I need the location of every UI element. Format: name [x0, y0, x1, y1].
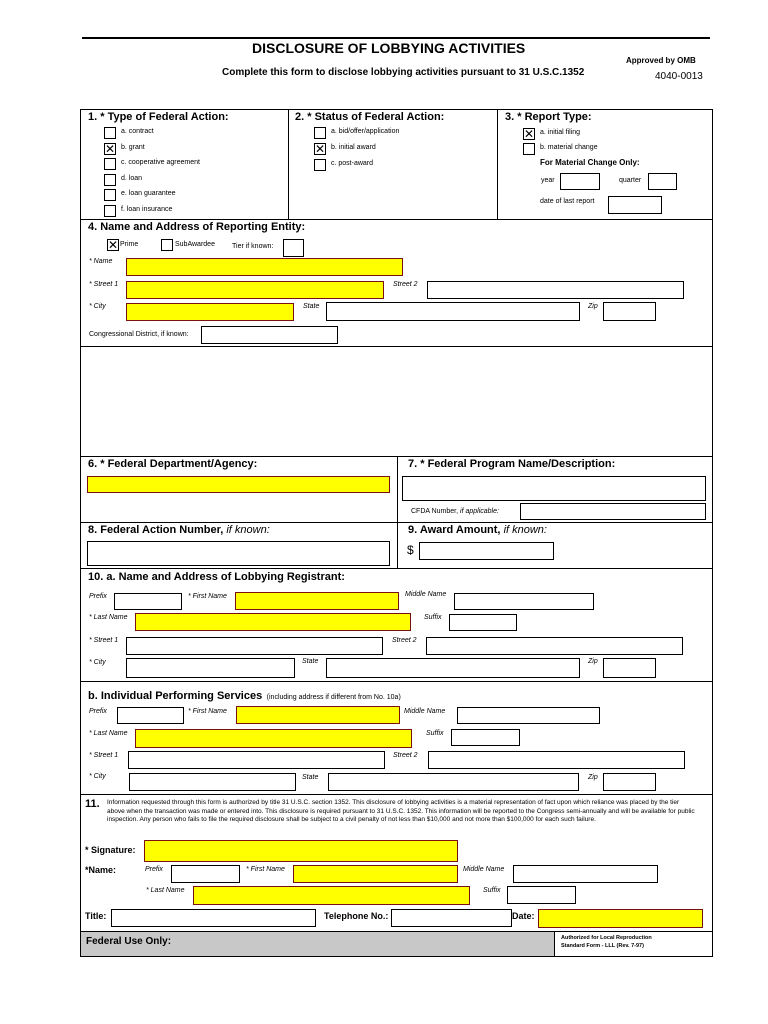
- action-status-checkbox-2[interactable]: [314, 159, 326, 171]
- registrant-state-field[interactable]: [326, 658, 580, 678]
- performer-street2-field[interactable]: [428, 751, 685, 769]
- prefix-label: Prefix: [89, 708, 107, 715]
- prefix-label: Prefix: [89, 593, 107, 600]
- federal-agency-field[interactable]: [87, 476, 390, 493]
- signer-first-name-field[interactable]: [293, 865, 458, 883]
- prefix-label: Prefix: [145, 866, 163, 873]
- quarter-label: quarter: [619, 177, 642, 184]
- registrant-street2-field[interactable]: [426, 637, 683, 655]
- quarter-field[interactable]: [648, 173, 677, 190]
- section3-title: 3. * Report Type:: [505, 111, 592, 123]
- tier-label: Tier if known:: [232, 243, 274, 250]
- date-last-report-field[interactable]: [608, 196, 662, 214]
- street1-label: * Street 1: [89, 281, 119, 288]
- action-status-option-label: c. post-award: [331, 160, 374, 167]
- registrant-suffix-field[interactable]: [449, 614, 517, 631]
- action-type-option-label: f. loan insurance: [121, 205, 173, 213]
- street2-label: Street 2: [393, 752, 418, 759]
- performer-suffix-field[interactable]: [451, 729, 520, 746]
- first-name-label: * First Name: [246, 866, 285, 873]
- street1-label: * Street 1: [89, 752, 119, 759]
- signer-middle-name-field[interactable]: [513, 865, 658, 883]
- report-type-option-label: a. initial filing: [540, 129, 581, 136]
- date-field[interactable]: [538, 909, 703, 928]
- subawardee-label: SubAwardee: [175, 241, 215, 248]
- signature-label: * Signature:: [85, 845, 136, 855]
- report-type-checkbox-1[interactable]: [523, 143, 535, 155]
- omb-number: 4040-0013: [655, 71, 703, 82]
- performer-first-name-field[interactable]: [236, 706, 400, 724]
- registrant-prefix-field[interactable]: [114, 593, 182, 610]
- performer-city-field[interactable]: [129, 773, 296, 791]
- state-label: State: [302, 774, 319, 781]
- registrant-first-name-field[interactable]: [235, 592, 399, 610]
- first-name-label: * First Name: [188, 708, 227, 715]
- action-type-checkbox-1[interactable]: ✕: [105, 141, 116, 156]
- reporting-district-field[interactable]: [201, 326, 338, 344]
- year-field[interactable]: [560, 173, 600, 190]
- last-name-label: * Last Name: [146, 887, 185, 894]
- action-type-checkbox-0[interactable]: [104, 127, 116, 139]
- state-label: State: [303, 303, 320, 310]
- last-name-label: * Last Name: [89, 614, 128, 621]
- street2-label: Street 2: [392, 637, 417, 644]
- reporting-name-field[interactable]: [126, 258, 403, 276]
- street2-label: Street 2: [393, 281, 418, 288]
- federal-use-label: Federal Use Only:: [86, 936, 172, 947]
- section11-number: 11.: [85, 798, 100, 810]
- material-change-label: For Material Change Only:: [540, 158, 640, 167]
- performer-prefix-field[interactable]: [117, 707, 184, 724]
- federal-action-number-field[interactable]: [87, 541, 390, 566]
- city-label: * City: [89, 659, 106, 666]
- action-status-checkbox-0[interactable]: [314, 127, 326, 139]
- section2-title: 2. * Status of Federal Action:: [295, 111, 445, 123]
- year-label: year: [541, 177, 555, 184]
- program-name-field[interactable]: [402, 476, 706, 501]
- registrant-zip-field[interactable]: [603, 658, 656, 678]
- first-name-label: * First Name: [188, 593, 227, 600]
- date-label: Date:: [512, 911, 535, 921]
- telephone-label: Telephone No.:: [324, 911, 389, 921]
- report-type-option-label: b. material change: [540, 144, 598, 151]
- reporting-city-field[interactable]: [126, 303, 294, 321]
- action-status-option-label: b. initial award: [331, 144, 376, 151]
- standard-form-label: Standard Form - LLL (Rev. 7-97): [561, 943, 644, 949]
- prime-label: Prime: [120, 241, 139, 248]
- form-subtitle: Complete this form to disclose lobbying activities pursuant to 31 U.S.C.1352: [222, 67, 585, 78]
- name-label: *Name:: [85, 865, 117, 875]
- street1-label: * Street 1: [89, 637, 119, 644]
- section4-title: 4. Name and Address of Reporting Entity:: [88, 221, 306, 233]
- performer-state-field[interactable]: [328, 773, 579, 791]
- city-label: * City: [89, 773, 106, 780]
- suffix-label: Suffix: [483, 887, 501, 894]
- zip-label: Zip: [588, 658, 598, 665]
- action-type-option-label: b. grant: [121, 143, 145, 151]
- authorized-label: Authorized for Local Reproduction: [561, 935, 652, 941]
- city-label: * City: [89, 303, 106, 310]
- title-label: Title:: [85, 911, 107, 921]
- section7-title: 7. * Federal Program Name/Description:: [408, 458, 616, 470]
- title-field[interactable]: [111, 909, 316, 927]
- middle-name-label: Middle Name: [405, 591, 447, 598]
- report-type-checkbox-0[interactable]: ✕: [524, 127, 535, 141]
- zip-label: Zip: [588, 774, 598, 781]
- action-type-checkbox-2[interactable]: [104, 158, 116, 170]
- telephone-field[interactable]: [391, 909, 512, 927]
- section1-title: 1. * Type of Federal Action:: [88, 111, 229, 123]
- name-label: * Name: [89, 258, 113, 265]
- prime-checkbox[interactable]: ✕: [108, 238, 119, 252]
- zip-label: Zip: [588, 303, 598, 310]
- action-type-option-label: c. cooperative agreement: [121, 159, 200, 166]
- middle-name-label: Middle Name: [404, 708, 446, 715]
- last-name-label: * Last Name: [89, 730, 128, 737]
- section9-title: 9. Award Amount, if known:: [408, 524, 547, 536]
- middle-name-label: Middle Name: [463, 866, 505, 873]
- performer-street1-field[interactable]: [128, 751, 385, 769]
- section10b-title: b. Individual Performing Services (including address if different from No. 10a): [88, 690, 401, 702]
- signer-prefix-field[interactable]: [171, 865, 240, 883]
- action-type-checkbox-5[interactable]: [104, 205, 116, 217]
- award-amount-field[interactable]: [419, 542, 554, 560]
- reporting-street2-field[interactable]: [427, 281, 684, 299]
- action-type-option-label: e. loan guarantee: [121, 190, 176, 197]
- cfda-label: CFDA Number, if applicable:: [411, 508, 499, 515]
- action-status-option-label: a. bid/offer/application: [331, 128, 400, 135]
- section6-title: 6. * Federal Department/Agency:: [88, 458, 258, 470]
- form-title: DISCLOSURE OF LOBBYING ACTIVITIES: [252, 40, 526, 56]
- action-type-checkbox-3[interactable]: [104, 174, 116, 186]
- signature-field[interactable]: [144, 840, 458, 862]
- section11-notice: Information requested through this form is authorized by title 31 U.S.C. section 1352. This disclosure of lobbying activities is a material representation of fact upon which reliance was placed by the tier above when the transaction was made or entered into. This disclosure is required pursuant to 31 U.S.C. 1352. This information will be reported to the Congress semi-annually and will be available for public inspection. Any person who fails to file the required disclosure shall be subject to a civil penalty of not less than $10,000 and not more than $100,000 for each such failure.: [107, 799, 695, 823]
- suffix-label: Suffix: [424, 614, 442, 621]
- registrant-middle-name-field[interactable]: [454, 593, 594, 610]
- registrant-last-name-field[interactable]: [135, 613, 411, 631]
- cfda-field[interactable]: [520, 503, 706, 520]
- section10a-title: 10. a. Name and Address of Lobbying Registrant:: [88, 571, 345, 583]
- performer-zip-field[interactable]: [603, 773, 656, 791]
- performer-middle-name-field[interactable]: [457, 707, 600, 724]
- dollar-sign: $: [407, 543, 414, 557]
- registrant-street1-field[interactable]: [126, 637, 383, 655]
- tier-field[interactable]: [283, 239, 304, 257]
- omb-approval: Approved by OMB: [626, 56, 696, 65]
- signer-suffix-field[interactable]: [507, 886, 576, 904]
- suffix-label: Suffix: [426, 730, 444, 737]
- district-label: Congressional District, if known:: [89, 331, 189, 338]
- reporting-state-field[interactable]: [326, 302, 580, 321]
- action-type-option-label: d. loan: [121, 174, 143, 182]
- registrant-city-field[interactable]: [126, 658, 295, 678]
- section8-title: 8. Federal Action Number, if known:: [88, 524, 270, 536]
- reporting-street1-field[interactable]: [126, 281, 384, 299]
- state-label: State: [302, 658, 319, 665]
- date-last-report-label: date of last report: [540, 198, 595, 205]
- top-rule: [82, 37, 710, 39]
- performer-last-name-field[interactable]: [135, 729, 412, 748]
- action-status-checkbox-1[interactable]: ✕: [315, 142, 326, 156]
- action-type-option-label: a. contract: [121, 128, 154, 135]
- reporting-zip-field[interactable]: [603, 302, 656, 321]
- subawardee-checkbox[interactable]: [161, 239, 173, 251]
- signer-last-name-field[interactable]: [193, 886, 470, 905]
- action-type-checkbox-4[interactable]: [104, 189, 116, 201]
